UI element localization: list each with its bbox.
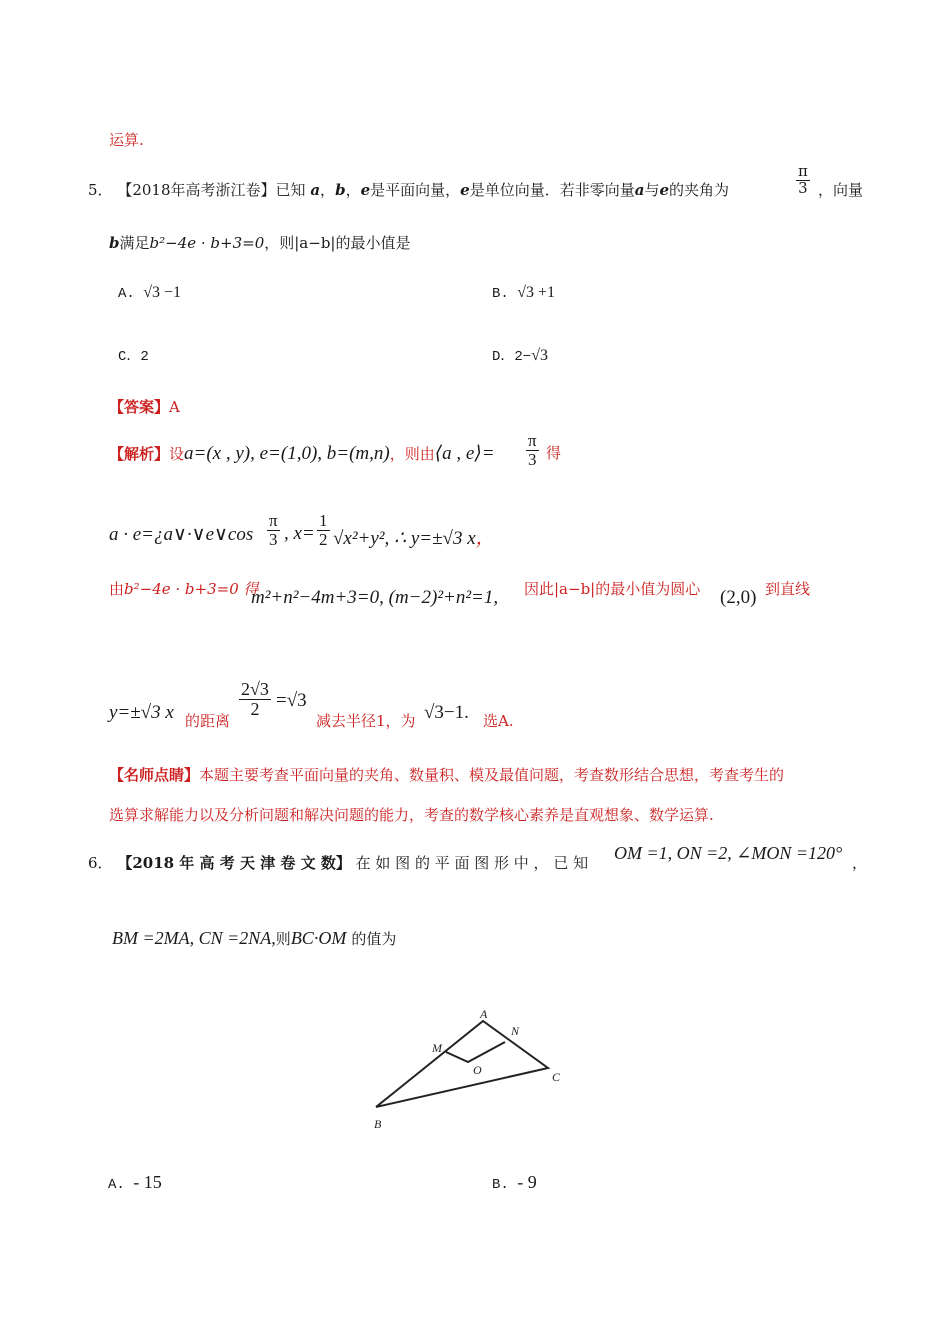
to-line-text: 到直线 [765,580,811,598]
option-d[interactable]: D．2−√3 [492,347,548,365]
question-source: 【2018年高考浙江卷】 [117,181,276,199]
min-value-text: 因此|a−b|的最小值为圆心 [524,580,701,598]
distance-value: =√3 [276,690,307,711]
distance-text: 的距离 [185,712,231,730]
dot-product-line: a · e=¿a∨·∨e∨cos [109,524,254,545]
result-value: √3−1. [424,702,469,723]
dot-product-fraction: $\frac{\pi}{3}$ [269,511,278,549]
question-6-line-2: BM =2MA, CN =2NA,则BC·OM 的值为 [112,928,397,948]
from-equation-line: 由b²−4e · b+3=0 得 [109,580,259,598]
subtract-radius-text: 减去半径1，为 [316,712,416,730]
analysis-fraction: $\frac{\pi}{3}$ [528,431,537,469]
label-b: B [374,1117,382,1131]
question-6-conditions-1: OM =1, ON =2, ∠MON =120° [614,843,843,863]
segment-m-o-n [446,1042,505,1062]
comma: ， [852,854,868,872]
analysis-line-1: 【解析】设a=(x , y), e=(1,0), b=(m,n)，则由⟨a , e⟩= [109,443,495,464]
triangle-figure [368,1004,578,1144]
previous-answer-tail: 运算. [109,131,144,149]
remark-line-2: 选算求解能力以及分析问题和解决问题的能力，考查的数学核心素养是直观想象、数学运算. [109,806,714,824]
remark-line-1: 【名师点睛】本题主要考查平面向量的夹角、数量积、模及最值问题，考查数形结合思想，考查考生的 [109,766,785,784]
question-5-line-1-end: ，向量 [818,181,864,199]
triangle-outline [376,1021,548,1107]
option-a[interactable]: A. √3 −1 [118,284,182,302]
question-5-line-2: b满足b²−4e · b+3=0，则|a−b|的最小值是 [109,234,411,252]
option-b[interactable]: B. √3 +1 [492,284,556,302]
analysis-get: 得 [546,444,562,462]
label-c: C [552,1070,561,1084]
circle-equation: m²+n²−4m+3=0, (m−2)²+n²=1, [251,587,499,608]
angle-fraction: $\frac{\pi}{3}$ [798,162,808,197]
label-o: O [473,1063,482,1077]
label-n: N [511,1024,520,1038]
q6-option-b[interactable]: B. - 9 [492,1172,537,1193]
choose-text: 选A. [483,712,514,730]
root-expression: √x²+y², ∴ y=±√3 x， [333,528,495,549]
label-a: A [480,1007,488,1021]
question-5-line-1: 5． 【2018年高考浙江卷】已知 a，b，e是平面向量，e是单位向量．若非零向量a与e的夹角为 [88,181,730,199]
x-equals: , x= [284,523,315,544]
question-6-line-1: 6． 【2018 年 高 考 天 津 卷 文 数】 在 如 图 的 平 面 图 形 中 ， 已 知 [88,854,589,872]
label-m: M [432,1041,442,1055]
q6-option-a[interactable]: A. - 15 [108,1172,162,1193]
circle-center: (2,0) [720,587,757,608]
question-number: 5． [88,181,113,199]
half-fraction: $\frac{1}{2}$ [319,511,328,549]
option-c[interactable]: C．2 [118,349,149,365]
line-equation: y=±√3 x [109,702,174,723]
distance-fraction: $\frac{2√3}{2}$ [241,679,269,719]
answer-line: 【答案】A [109,398,180,416]
